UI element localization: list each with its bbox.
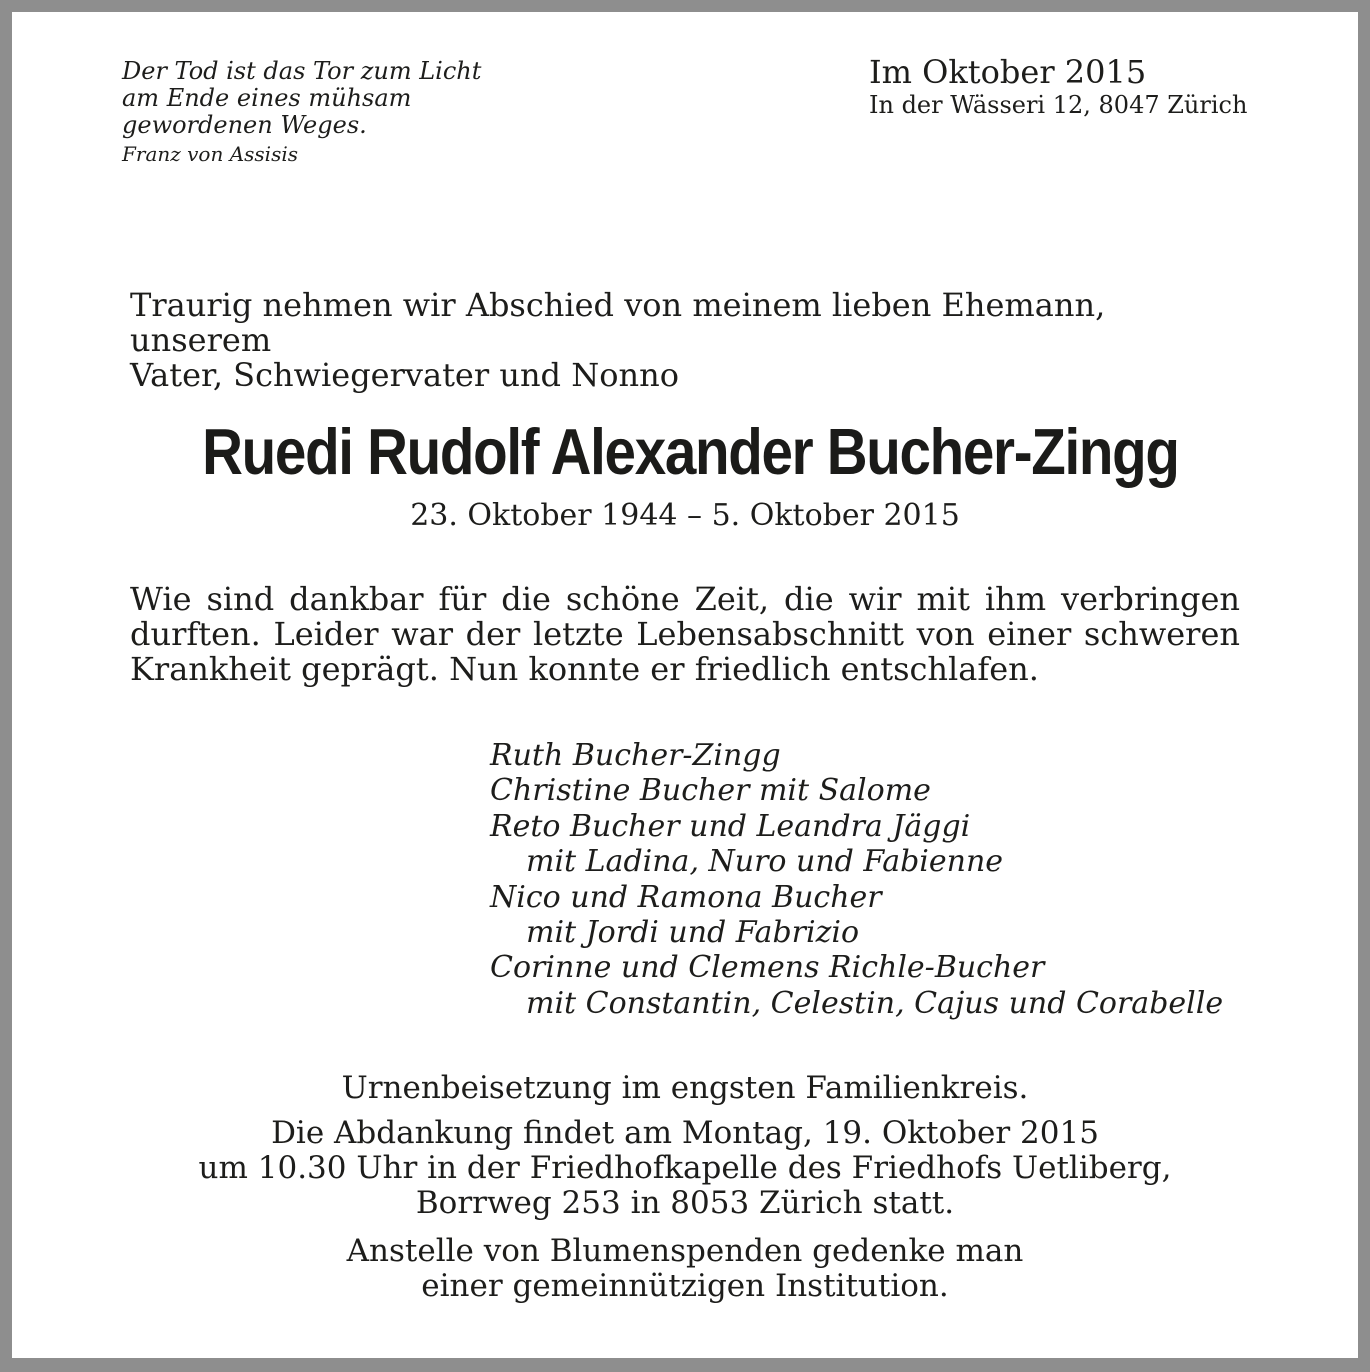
deceased-name: Ruedi Rudolf Alexander Bucher-Zingg: [202, 415, 1179, 488]
intro-line: Traurig nehmen wir Abschied von meinem lieben Ehemann, unserem: [130, 286, 1106, 359]
burial-notice: Urnenbeisetzung im engsten Familienkreis.: [341, 1070, 1029, 1106]
ceremony-line: Die Abdankung findet am Montag, 19. Oktober 2015: [271, 1115, 1099, 1151]
mourner-children-line: mit Constantin, Celestin, Cajus und Corabelle: [526, 985, 1224, 1021]
announcement-date: Im Oktober 2015: [869, 53, 1147, 91]
family-address: In der Wässeri 12, 8047 Zürich: [869, 91, 1248, 119]
ceremony-line: um 10.30 Uhr in der Friedhofkapelle des Friedhofs Uetliberg,: [198, 1150, 1172, 1186]
thanks-line: Krankheit geprägt. Nun konnte er friedlich entschlafen.: [130, 650, 1039, 688]
mourner-line: Ruth Bucher-Zingg: [490, 738, 781, 773]
ceremony-line: Borrweg 253 in 8053 Zürich statt.: [415, 1185, 955, 1221]
mourner-line: Corinne und Clemens Richle-Bucher: [490, 950, 1045, 986]
mourners-list: [490, 738, 1223, 1021]
mourner-line: Reto Bucher und Leandra Jäggi: [490, 808, 971, 844]
quote-author: Franz von Assisis: [122, 142, 299, 166]
date-place-block: [869, 54, 1247, 120]
intro-text: [130, 288, 1240, 393]
donation-line: einer gemeinnützigen Institution.: [421, 1268, 949, 1304]
intro-line: Vater, Schwiegervater und Nonno: [130, 356, 679, 394]
mourner-line: Christine Bucher mit Salome: [490, 773, 931, 809]
mourner-children-line: mit Jordi und Fabrizio: [526, 915, 860, 951]
thanks-paragraph: [130, 582, 1240, 687]
obituary-page: [12, 12, 1358, 1358]
mourner-children-line: mit Ladina, Nuro und Fabienne: [526, 844, 1004, 880]
mourner-line: Nico und Ramona Bucher: [490, 879, 882, 915]
quote-block: [122, 58, 481, 168]
ceremony-notice: [112, 1116, 1258, 1221]
donation-line: Anstelle von Blumenspenden gedenke man: [346, 1233, 1024, 1269]
life-dates: 23. Oktober 1944 – 5. Oktober 2015: [410, 498, 960, 533]
quote-line: gewordenen Weges.: [122, 111, 367, 139]
donation-notice: [112, 1234, 1258, 1304]
quote-line: Der Tod ist das Tor zum Licht: [122, 57, 482, 85]
thanks-line: Wie sind dankbar für die schöne Zeit, die wir mit ihm verbringen: [130, 580, 1240, 618]
thanks-line: durften. Leider war der letzte Lebensabschnitt von einer schweren: [130, 615, 1240, 653]
quote-line: am Ende eines mühsam: [122, 84, 412, 112]
